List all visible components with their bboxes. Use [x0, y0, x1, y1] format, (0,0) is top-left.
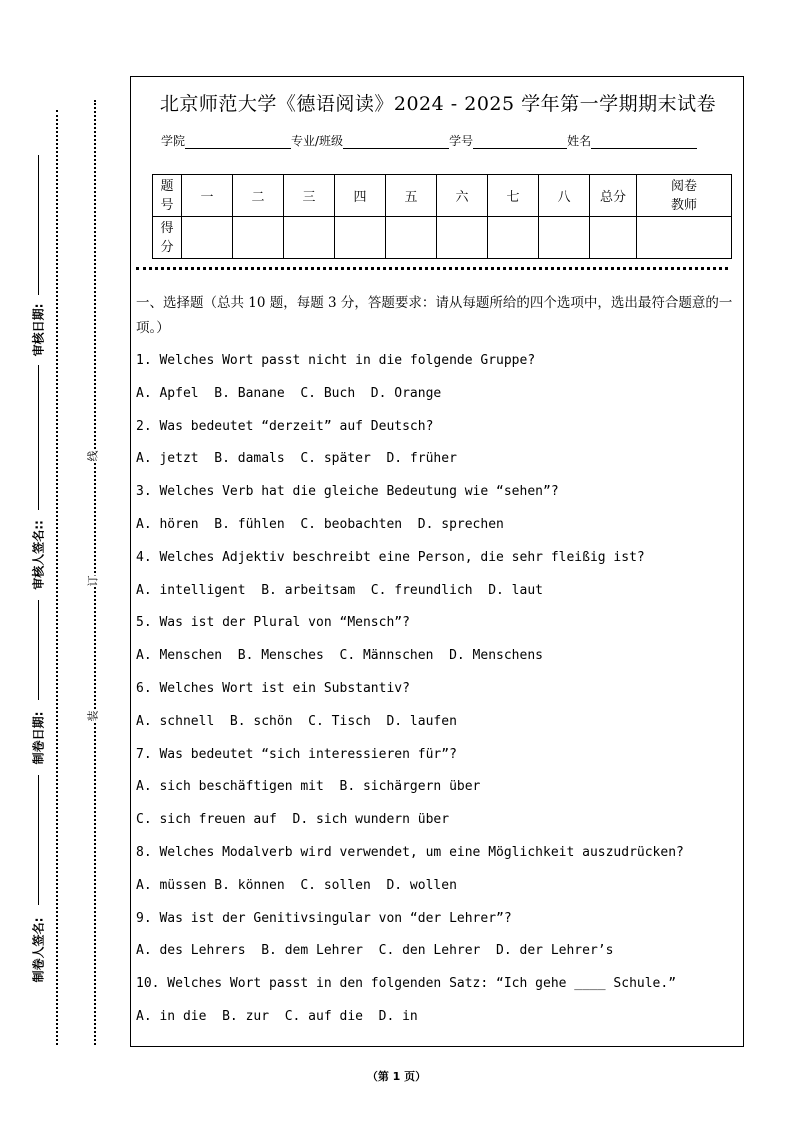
options-1: A. Apfel B. Banane C. Buch D. Orange [136, 385, 442, 401]
col-1: 一 [182, 175, 233, 217]
reviewer-signature-line[interactable] [38, 365, 39, 510]
options-6: A. schnell B. schön C. Tisch D. laufen [136, 713, 457, 729]
options-4: A. intelligent B. arbeitsam C. freundlich D. laut [136, 582, 543, 598]
total-score-cell[interactable] [590, 217, 637, 259]
options-9: A. des Lehrers B. dem Lehrer C. den Lehrer D. der Lehrer’s [136, 943, 614, 959]
binding-char-zhuang: 装 [86, 710, 100, 722]
question-10: 10. Welches Wort passt in den folgenden Satz: “Ich gehe ____ Schule.” [136, 976, 677, 992]
col-5: 五 [386, 175, 437, 217]
col-8: 八 [539, 175, 590, 217]
question-1: 1. Welches Wort passt nicht in die folgende Gruppe? [136, 353, 536, 368]
review-date-label: 审核日期: [31, 303, 46, 357]
question-number-header: 题 号 [153, 175, 182, 217]
score-cell[interactable] [233, 217, 284, 259]
student-info-row [161, 132, 697, 149]
binding-dotted-line-outer [56, 110, 58, 1045]
col-total: 总分 [590, 175, 637, 217]
score-cell[interactable] [284, 217, 335, 259]
options-2: A. jetzt B. damals C. später D. früher [136, 451, 457, 467]
reviewer-cell[interactable] [637, 217, 732, 259]
binding-dotted-line-inner [94, 100, 96, 1045]
options-7a: A. sich beschäftigen mit B. sichärgern über [136, 779, 481, 795]
prepare-date-line[interactable] [38, 600, 39, 700]
preparer-signature-label: 制卷人签名: [31, 917, 46, 983]
question-2: 2. Was bedeutet “derzeit” auf Deutsch? [136, 418, 434, 434]
name-label: 姓名 [567, 134, 592, 148]
question-5: 5. Was ist der Plural von “Mensch”? [136, 615, 410, 631]
question-9: 9. Was ist der Genitivsingular von “der Lehrer”? [136, 910, 512, 926]
question-4: 4. Welches Adjektiv beschreibt eine Person, die sehr fleißig ist? [136, 549, 645, 565]
col-3: 三 [284, 175, 335, 217]
options-3: A. hören B. fühlen C. beobachten D. sprechen [136, 516, 504, 532]
question-6: 6. Welches Wort ist ein Substantiv? [136, 680, 410, 696]
score-table [152, 174, 732, 259]
section-heading: 一、选择题（总共 10 题，每题 3 分，答题要求：请从每题所给的四个选项中，选出最符合题意的一项。） [136, 295, 733, 336]
question-7: 7. Was bedeutet “sich interessieren für”? [136, 746, 457, 762]
options-8: A. müssen B. können C. sollen D. wollen [136, 877, 457, 893]
preparer-signature-line[interactable] [38, 775, 39, 905]
score-table-score-row [153, 217, 732, 259]
options-10: A. in die B. zur C. auf die D. in [136, 1008, 418, 1024]
options-5: A. Menschen B. Mensches C. Männschen D. Menschens [136, 648, 543, 664]
name-field[interactable] [591, 134, 697, 149]
major-class-label: 专业/班级 [291, 134, 344, 148]
col-4: 四 [335, 175, 386, 217]
section-separator [136, 267, 728, 270]
col-6: 六 [437, 175, 488, 217]
score-cell[interactable] [335, 217, 386, 259]
options-7b: C. sich freuen auf D. sich wundern über [136, 812, 450, 828]
student-id-field[interactable] [473, 134, 567, 149]
score-row-header: 得 分 [153, 217, 182, 259]
prepare-date-label: 制卷日期: [31, 711, 46, 765]
exam-title: 北京师范大学《德语阅读》2024 - 2025 学年第一学期期末试卷 [159, 93, 717, 115]
question-content [136, 291, 736, 1034]
score-cell[interactable] [386, 217, 437, 259]
reviewer-header: 阅卷 教师 [637, 175, 732, 217]
student-id-label: 学号 [449, 134, 474, 148]
binding-char-ding: 订 [86, 575, 100, 587]
page-number: （第 1 页） [366, 1070, 427, 1083]
score-cell[interactable] [182, 217, 233, 259]
binding-char-xian: 线 [86, 450, 100, 462]
review-date-line[interactable] [38, 155, 39, 295]
col-2: 二 [233, 175, 284, 217]
score-table-header-row [153, 175, 732, 217]
col-7: 七 [488, 175, 539, 217]
question-8: 8. Welches Modalverb wird verwendet, um eine Möglichkeit auszudrücken? [136, 844, 684, 860]
question-3: 3. Welches Verb hat die gleiche Bedeutung wie “sehen”? [136, 484, 559, 500]
reviewer-signature-label: 审核人签名:: [31, 520, 46, 590]
college-field[interactable] [185, 134, 291, 149]
exam-paper-frame [130, 76, 744, 1047]
college-label: 学院 [161, 134, 186, 148]
score-cell[interactable] [539, 217, 590, 259]
score-cell[interactable] [488, 217, 539, 259]
score-cell[interactable] [437, 217, 488, 259]
major-class-field[interactable] [343, 134, 449, 149]
